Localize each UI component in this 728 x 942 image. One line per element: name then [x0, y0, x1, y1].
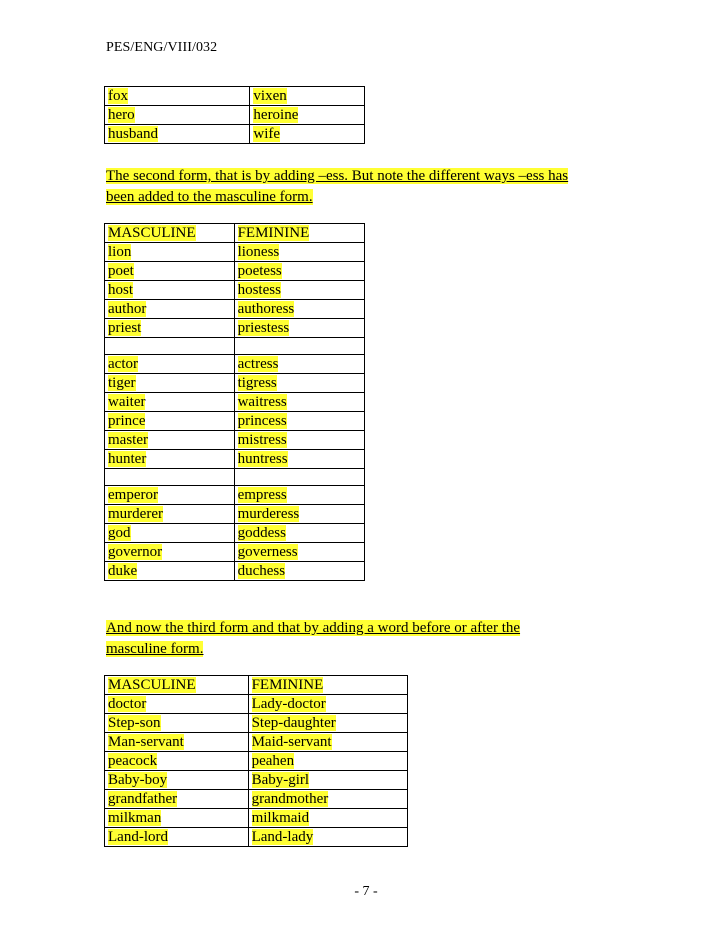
table-row	[105, 543, 365, 562]
feminine-word: actress	[237, 356, 279, 372]
feminine-word: Step-daughter	[251, 715, 336, 731]
table-row	[105, 809, 408, 828]
feminine-cell	[234, 562, 364, 581]
masculine-cell	[105, 486, 235, 505]
table-row	[105, 676, 408, 695]
table-row	[105, 695, 408, 714]
masculine-cell	[105, 733, 249, 752]
masculine-word: Baby-boy	[108, 772, 168, 788]
feminine-word: murderess	[237, 506, 300, 522]
table-row	[105, 106, 365, 125]
table-row	[105, 790, 408, 809]
feminine-cell	[250, 87, 365, 106]
masculine-word: Land-lord	[108, 829, 168, 845]
feminine-word: FEMININE	[251, 677, 324, 693]
feminine-cell	[234, 450, 364, 469]
feminine-word: Lady-doctor	[251, 696, 326, 712]
masculine-word: emperor	[108, 487, 158, 503]
gender-table-basic	[104, 86, 365, 144]
document-header: PES/ENG/VIII/032	[106, 40, 218, 55]
masculine-word: milkman	[108, 810, 162, 826]
masculine-cell	[105, 505, 235, 524]
feminine-word: Maid-servant	[251, 734, 332, 750]
table-row	[105, 224, 365, 243]
feminine-cell	[234, 243, 364, 262]
feminine-cell	[234, 224, 364, 243]
paragraph-third-form	[106, 618, 520, 660]
table-row	[105, 355, 365, 374]
feminine-cell	[234, 505, 364, 524]
masculine-cell	[105, 281, 235, 300]
masculine-word: prince	[108, 413, 146, 429]
table-row	[105, 125, 365, 144]
masculine-word: Man-servant	[108, 734, 184, 750]
feminine-cell	[234, 486, 364, 505]
masculine-word: actor	[108, 356, 138, 372]
paragraph-third-form-line-2: masculine form.	[106, 641, 204, 657]
feminine-word: FEMININE	[237, 225, 310, 241]
masculine-cell	[105, 752, 249, 771]
table-row	[105, 338, 365, 355]
feminine-word: hostess	[237, 282, 281, 298]
feminine-word: priestess	[237, 320, 290, 336]
table-row	[105, 300, 365, 319]
feminine-word: Land-lady	[251, 829, 314, 845]
table-row	[105, 524, 365, 543]
masculine-cell	[105, 450, 235, 469]
page-number: - 7 -	[354, 884, 378, 899]
feminine-cell	[234, 469, 364, 486]
masculine-cell	[105, 714, 249, 733]
masculine-word: governor	[108, 544, 163, 560]
masculine-word: grandfather	[108, 791, 178, 807]
feminine-word: lioness	[237, 244, 280, 260]
table-row	[105, 450, 365, 469]
paragraph-second-form-line-2: been added to the masculine form.	[106, 189, 313, 205]
table-row	[105, 828, 408, 847]
feminine-word: poetess	[237, 263, 282, 279]
masculine-cell	[105, 393, 235, 412]
feminine-cell	[234, 374, 364, 393]
masculine-word: master	[108, 432, 148, 448]
table-row	[105, 319, 365, 338]
feminine-word: tigress	[237, 375, 277, 391]
masculine-cell	[105, 412, 235, 431]
table-row	[105, 486, 365, 505]
masculine-cell	[105, 543, 235, 562]
feminine-cell	[248, 676, 407, 695]
masculine-cell	[105, 469, 235, 486]
feminine-cell	[248, 790, 407, 809]
masculine-cell	[105, 87, 250, 106]
feminine-word: duchess	[237, 563, 286, 579]
masculine-word: peacock	[108, 753, 158, 769]
feminine-word: waitress	[237, 394, 287, 410]
feminine-word: huntress	[237, 451, 288, 467]
table-row	[105, 412, 365, 431]
masculine-cell	[105, 319, 235, 338]
masculine-word: author	[108, 301, 147, 317]
feminine-cell	[248, 809, 407, 828]
masculine-cell	[105, 524, 235, 543]
table-row	[105, 281, 365, 300]
masculine-cell	[105, 809, 249, 828]
masculine-cell	[105, 374, 235, 393]
feminine-cell	[248, 828, 407, 847]
masculine-word: waiter	[108, 394, 146, 410]
feminine-word: goddess	[237, 525, 286, 541]
masculine-cell	[105, 771, 249, 790]
masculine-cell	[105, 355, 235, 374]
masculine-word: god	[108, 525, 131, 541]
table-row	[105, 469, 365, 486]
table-row	[105, 262, 365, 281]
table-row	[105, 374, 365, 393]
masculine-word: tiger	[108, 375, 136, 391]
feminine-word: vixen	[253, 88, 287, 104]
masculine-word: hunter	[108, 451, 147, 467]
feminine-cell	[248, 771, 407, 790]
feminine-cell	[248, 733, 407, 752]
table-row	[105, 393, 365, 412]
table-row	[105, 752, 408, 771]
table-row	[105, 562, 365, 581]
feminine-cell	[234, 281, 364, 300]
feminine-word: empress	[237, 487, 287, 503]
table-row	[105, 771, 408, 790]
feminine-cell	[234, 355, 364, 374]
feminine-cell	[234, 543, 364, 562]
feminine-cell	[234, 300, 364, 319]
masculine-cell	[105, 562, 235, 581]
feminine-cell	[248, 714, 407, 733]
feminine-cell	[248, 752, 407, 771]
masculine-word: doctor	[108, 696, 147, 712]
feminine-word: grandmother	[251, 791, 329, 807]
masculine-cell	[105, 431, 235, 450]
table-row	[105, 431, 365, 450]
paragraph-second-form	[106, 166, 568, 208]
table-row	[105, 243, 365, 262]
feminine-word: heroine	[253, 107, 299, 123]
feminine-cell	[234, 393, 364, 412]
feminine-cell	[250, 106, 365, 125]
masculine-word: husband	[108, 126, 158, 142]
paragraph-third-form-line-1: And now the third form and that by adding a word before or after the	[106, 620, 521, 636]
feminine-cell	[234, 319, 364, 338]
masculine-word: MASCULINE	[108, 677, 196, 693]
masculine-cell	[105, 125, 250, 144]
gender-table-ess	[104, 223, 365, 581]
masculine-cell	[105, 338, 235, 355]
masculine-cell	[105, 106, 250, 125]
feminine-word: authoress	[237, 301, 295, 317]
feminine-cell	[234, 262, 364, 281]
masculine-cell	[105, 243, 235, 262]
feminine-cell	[234, 431, 364, 450]
masculine-word: MASCULINE	[108, 225, 196, 241]
table-row	[105, 505, 365, 524]
masculine-cell	[105, 828, 249, 847]
masculine-cell	[105, 695, 249, 714]
masculine-cell	[105, 224, 235, 243]
masculine-cell	[105, 676, 249, 695]
masculine-cell	[105, 790, 249, 809]
feminine-cell	[250, 125, 365, 144]
masculine-word: murderer	[108, 506, 163, 522]
table-row	[105, 87, 365, 106]
masculine-cell	[105, 300, 235, 319]
masculine-word: hero	[108, 107, 135, 123]
masculine-word: host	[108, 282, 134, 298]
masculine-word: fox	[108, 88, 128, 104]
feminine-word: peahen	[251, 753, 295, 769]
feminine-cell	[234, 338, 364, 355]
masculine-word: poet	[108, 263, 134, 279]
gender-table-compound	[104, 675, 408, 847]
masculine-cell	[105, 262, 235, 281]
masculine-word: priest	[108, 320, 142, 336]
feminine-cell	[248, 695, 407, 714]
feminine-word: mistress	[237, 432, 287, 448]
table-row	[105, 714, 408, 733]
masculine-word: duke	[108, 563, 138, 579]
table-row	[105, 733, 408, 752]
paragraph-second-form-line-1: The second form, that is by adding –ess. But note the different ways –ess has	[106, 168, 569, 184]
feminine-cell	[234, 524, 364, 543]
feminine-word: princess	[237, 413, 287, 429]
feminine-word: wife	[253, 126, 281, 142]
feminine-word: Baby-girl	[251, 772, 310, 788]
masculine-word: Step-son	[108, 715, 161, 731]
feminine-cell	[234, 412, 364, 431]
feminine-word: milkmaid	[251, 810, 310, 826]
feminine-word: governess	[237, 544, 298, 560]
masculine-word: lion	[108, 244, 132, 260]
